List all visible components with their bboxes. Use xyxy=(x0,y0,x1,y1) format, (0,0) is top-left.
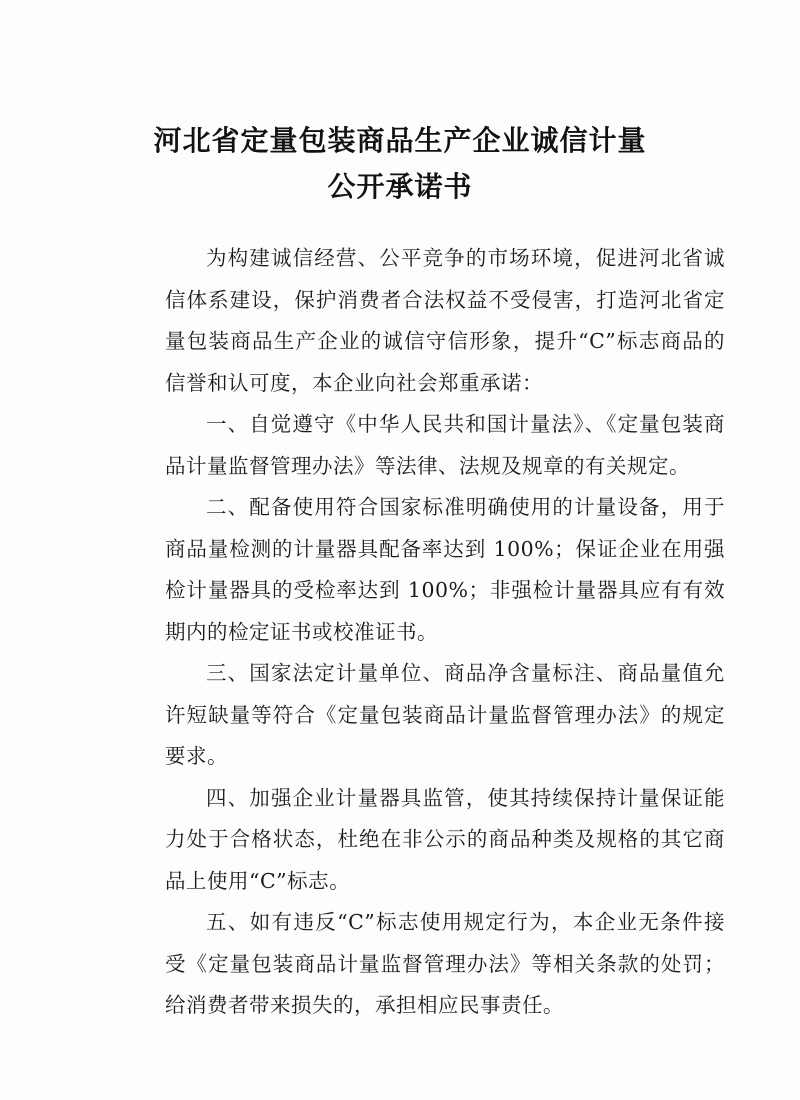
document-body xyxy=(165,238,725,1027)
title-line-1: 河北省定量包装商品生产企业诚信计量 xyxy=(153,124,647,157)
paragraph-item-4: 四、加强企业计量器具监管，使其持续保持计量保证能力处于合格状态，杜绝在非公示的商品种类及规格的其它商品上使用“C”标志。 xyxy=(165,785,725,893)
paragraph-item-3: 三、国家法定计量单位、商品净含量标注、商品量值允许短缺量等符合《定量包装商品计量监督管理办法》的规定要求。 xyxy=(165,661,725,768)
paragraph-intro: 为构建诚信经营、公平竞争的市场环境，促进河北省诚信体系建设，保护消费者合法权益不受侵害，打造河北省定量包装商品生产企业的诚信守信形象，提升“C”标志商品的信誉和认可度，本企业向社会郑重承诺： xyxy=(165,246,725,395)
paragraph-item-2: 二、配备使用符合国家标准明确使用的计量设备，用于商品量检测的计量器具配备率达到 100%；保证企业在用强检计量器具的受检率达到 100%；非强检计量器具应有有效期内的检定证书或校准证书。 xyxy=(165,495,725,644)
title-line-2: 公开承诺书 xyxy=(327,170,473,203)
paragraph-item-5: 五、如有违反“C”标志使用规定行为，本企业无条件接受《定量包装商品计量监督管理办法》等相关条款的处罚；给消费者带来损失的，承担相应民事责任。 xyxy=(165,910,725,1017)
paragraph-item-1: 一、自觉遵守《中华人民共和国计量法》、《定量包装商品计量监督管理办法》等法律、法规及规章的有关规定。 xyxy=(165,412,725,478)
document-title xyxy=(0,118,800,210)
